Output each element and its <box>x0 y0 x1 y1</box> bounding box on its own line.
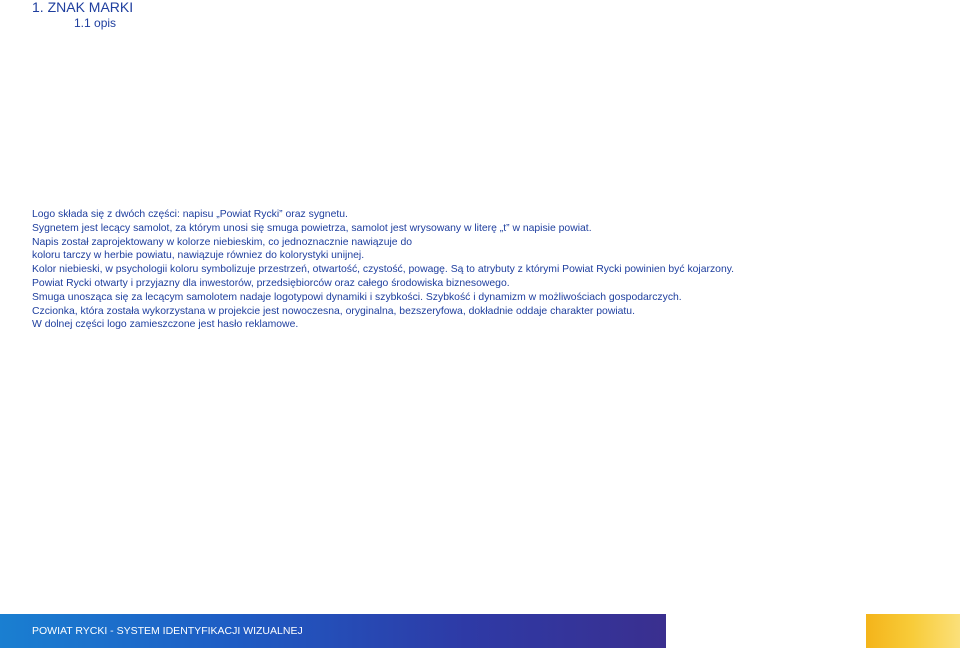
body-line: Powiat Rycki otwarty i przyjazny dla inwestorów, przedsiębiorców oraz całego środowiska biznesowego. <box>32 277 510 289</box>
body-line: koloru tarczy w herbie powiatu, nawiązuje równiez do kolorystyki unijnej. <box>32 250 365 262</box>
subsection-heading: 1.1 opis <box>74 16 117 30</box>
footer-title: POWIAT RYCKI - SYSTEM IDENTYFIKACJI WIZUALNEJ <box>32 625 303 637</box>
body-line: Logo składa się z dwóch części: napisu „Powiat Rycki” oraz sygnetu. <box>32 209 348 220</box>
body-line: Kolor niebieski, w psychologii koloru symbolizuje przestrzeń, otwartość, czystość, powagę. Są to atrybuty z którymi Powiat Rycki powinien być kojarzony. <box>32 264 735 276</box>
body-line: Napis został zaprojektowany w kolorze niebieskim, co jednoznacznie nawiązuje do <box>32 236 413 248</box>
footer-accent-block <box>866 614 960 648</box>
body-line: Sygnetem jest lecący samolot, za którym unosi się smuga powietrza, samolot jest wrysowany w literę „t” w napisie powiat. <box>32 222 592 234</box>
body-line: W dolnej części logo zamieszczone jest hasło reklamowe. <box>32 319 299 331</box>
section-heading: 1. ZNAK MARKI <box>32 0 134 15</box>
footer-bar <box>0 614 666 648</box>
body-line: Smuga unosząca się za lecącym samolotem nadaje logotypowi dynamiki i szybkości. Szybkość i dynamizm w możliwościach gospodarczych. <box>32 291 682 303</box>
body-line: Czcionka, która została wykorzystana w projekcie jest nowoczesna, oryginalna, bezszeryfowa, dokładnie oddaje charakter powiatu. <box>32 305 635 317</box>
description-text <box>32 208 932 332</box>
